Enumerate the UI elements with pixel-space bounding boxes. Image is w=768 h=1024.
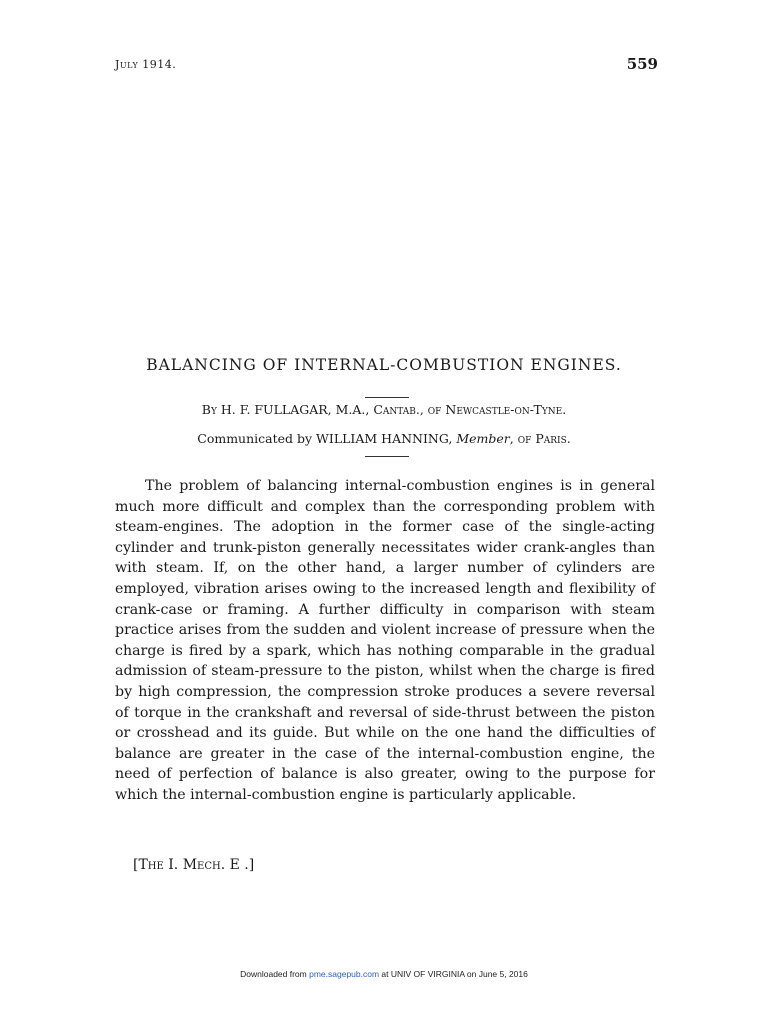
communicated-prefix: Communicated by WILLIAM HANNING,	[197, 431, 457, 446]
footer-link[interactable]: pme.sagepub.com	[309, 969, 380, 979]
journal-reference: [The I. Mech. E .]	[133, 857, 255, 873]
communicated-role: Member	[456, 431, 510, 446]
title-divider	[365, 397, 409, 398]
footer-prefix: Downloaded from	[240, 969, 310, 979]
author-byline: By H. F. FULLAGAR, M.A., Cantab., of Newcastle-on-Tyne.	[201, 402, 567, 417]
running-head: July 1914.	[115, 58, 177, 71]
communicated-by-line	[0, 431, 768, 446]
footer-suffix: at UNIV OF VIRGINIA on June 5, 2016	[379, 969, 528, 979]
byline-divider	[365, 456, 409, 457]
page-number: 559	[626, 55, 658, 73]
body-paragraph: The problem of balancing internal-combustion engines is in general much more difficult and complex than the corresponding problem with steam-engines. The adoption in the former case of the single-acting cylinder and trunk-piston generally necessitates wider crank-angles than with steam. If, on the other hand, a larger number of cylinders are employed, vibration arises owing to the increased length and flexibility of crank-case or framing. A further difficulty in comparison with steam practice arises from the sudden and violent increase of pressure when the charge is fired by a spark, which has nothing comparable in the gradual admission of steam-pressure to the piston, whilst when the charge is fired by high compression, the compression stroke produces a severe reversal of torque in the crankshaft and reversal of side-thrust between the piston or crosshead and its guide. But while on the one hand the difficulties of balance are greater in the case of the internal-combustion engine, the need of perfection of balance is also greater, owing to the purpose for which the internal-combustion engine is particularly applicable.	[115, 478, 655, 803]
article-title: BALANCING OF INTERNAL-COMBUSTION ENGINES.	[146, 356, 622, 374]
communicated-suffix: , of Paris.	[509, 431, 571, 446]
download-footer	[0, 969, 768, 979]
